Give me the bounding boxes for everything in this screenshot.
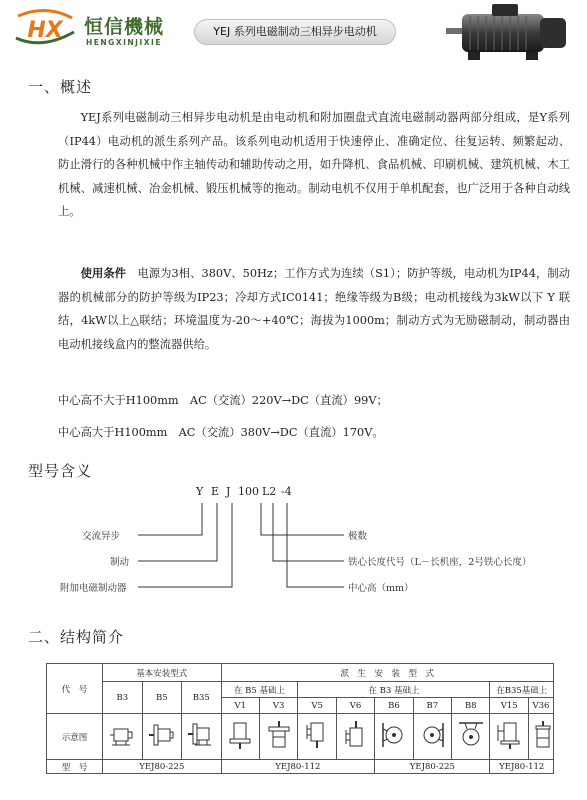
table-model-b35-derived: YEJ80-112 [490,760,554,774]
overview-paragraph: YEJ系列电磁制动三相异步电动机是由电动机和附加圈盘式直流电磁制动器两部分组成，是Y系列（IP44）电动机的派生系列产品。该系列电动机适用于快速停止、准确定位、往复运转、频繁起动、防止滑行的各种机械中作主轴传动和辅助传动之用，如升降机、食品机械、印刷机械、建筑机械、木工机械、减速机械、冶金机械、锻压机械等的拖动。制动电机不仅用于单机配套，也广泛用于各种自动线上。 [58,111,570,219]
table-code-b5: B5 [142,682,181,714]
table-code-v1: V1 [221,698,259,714]
mount-v3-icon [265,719,293,751]
table-code-v15: V15 [490,698,528,714]
table-diagram-label: 示意图 [47,714,103,760]
mount-b7-icon [418,719,446,751]
table-sub-b5: 在 B5 基础上 [221,682,298,698]
table-code-b7: B7 [413,698,451,714]
model-code-diagram [0,485,587,605]
mount-v6-icon [342,719,370,751]
code-j: J [226,485,231,498]
mount-b8-icon [457,719,485,751]
table-model-b5-derived: YEJ80-112 [221,760,375,774]
page-title: YEJ 系列电磁制动三相异步电动机 [194,19,396,45]
table-model-b3-derived: YEJ80-225 [375,760,490,774]
label-center-height: 中心高（mm） [348,583,414,594]
motor-photo [440,2,580,64]
table-code-v5: V5 [298,698,336,714]
table-sub-b3: 在 B3 基础上 [298,682,490,698]
table-code-b35: B35 [182,682,222,714]
label-brake: 制动 [110,557,130,568]
conditions-label: 使用条件 [80,267,127,280]
mount-v5-icon [303,719,331,751]
table-code-b3: B3 [103,682,142,714]
mount-v15-icon [495,719,523,751]
label-poles: 极数 [348,531,368,542]
table-col-code: 代 号 [47,664,103,714]
label-em-brake: 附加电磁制动器 [60,583,127,594]
table-code-v6: V6 [336,698,374,714]
table-code-b6: B6 [375,698,413,714]
table-sub-b35: 在B35基础上 [490,682,554,698]
mount-b3-icon [108,719,136,751]
code-poles: -4 [281,485,292,498]
label-core-length: 铁心长度代号（L－长机座，2号铁心长度） [348,557,532,568]
code-length: L2 [262,485,277,498]
table-group-basic: 基本安装型式 [103,664,221,682]
table-code-b8: B8 [452,698,490,714]
logo-subtitle: HENGXINJIXIE [86,38,162,47]
mounting-table [46,663,554,774]
mount-b6-icon [380,719,408,751]
mount-v1-icon [226,719,254,751]
hx-logo [12,8,78,48]
voltage-line-high: 中心高大于H100mm AC（交流）380V→DC（直流）170V。 [58,426,384,439]
voltage-line-low: 中心高不大于H100mm AC（交流）220V→DC（直流）99V； [58,394,388,407]
table-code-v36: V36 [528,698,553,714]
section-heading-overview: 一、概述 [28,78,93,96]
table-group-derived: 派 生 安 装 型 式 [221,664,553,682]
code-y: Y [196,485,204,498]
mount-b5-icon [148,719,176,751]
conditions-text: 电源为3相、380V、50Hz；工作方式为连续（S1）；防护等级，电动机为IP44，制动器的机械部分的防护等级为IP23；冷却方式IC0141；绝缘等级为B级；电动机接线为3kW以下 Y 联结，4kW以上△联结；环境温度为-20～+40℃；海拔为1000m；制动方式为无励磁制动，制动器由电动机接线盒内的整流器供给。 [58,267,570,351]
label-ac-async: 交流异步 [82,531,121,542]
table-model-label: 型 号 [47,760,103,774]
mount-b35-icon [187,719,215,751]
code-height: 100 [238,485,259,498]
table-code-v3: V3 [259,698,297,714]
section-heading-model: 型号含义 [28,462,93,480]
mount-v36-icon [529,719,557,751]
conditions-paragraph [58,262,570,356]
logo-title: 恒信機械 [84,16,165,38]
code-e: E [211,485,220,498]
section-heading-structure: 二、结构简介 [28,628,125,646]
page-header [0,0,587,62]
logo-letters: HX [27,18,63,43]
table-model-basic: YEJ80-225 [103,760,221,774]
